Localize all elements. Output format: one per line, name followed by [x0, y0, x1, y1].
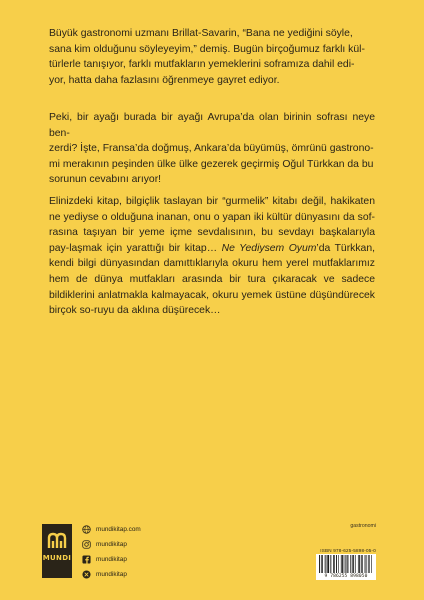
barcode-bars — [316, 554, 376, 574]
barcode-bar — [367, 555, 368, 573]
barcode-bar — [347, 555, 348, 573]
social-links — [82, 522, 202, 582]
barcode-bar — [343, 555, 344, 573]
barcode-bar — [350, 555, 351, 573]
mundi-logo-icon — [47, 532, 67, 550]
barcode-bar — [329, 555, 330, 573]
paragraph-description — [49, 194, 375, 319]
text-line: Büyük gastronomi uzmanı Brillat-Savarin, “Bana ne yediğini söyle, — [49, 28, 353, 39]
barcode-bar — [327, 555, 328, 573]
barcode-bar — [358, 555, 359, 573]
barcode-bar — [341, 555, 342, 573]
barcode-bar — [361, 555, 362, 573]
barcode-bar — [330, 555, 331, 573]
text-line: yor, hatta daha fazlasını öğrenmeye gayret ediyor. — [49, 74, 280, 86]
social-label: mundikitap — [96, 541, 127, 548]
barcode-bar — [362, 555, 363, 573]
text-line: türlerle tanışıyor, farklı mutfakların yemeklerini soframıza dahil edi- — [49, 59, 355, 71]
social-x[interactable] — [82, 567, 202, 582]
text-line: zerdi? İşte, Fransa’da doğmuş, Ankara’da büyümüş, ömrünü gastrono- — [49, 143, 374, 155]
barcode-bar — [348, 555, 349, 573]
barcode-bar — [365, 555, 366, 573]
barcode-bar — [342, 555, 343, 573]
text-line: Peki, bir ayağı burada bir ayağı Avrupa’da olan birinin sofrası neye ben- — [49, 112, 375, 139]
barcode-bar — [352, 555, 353, 573]
x-icon — [82, 570, 91, 579]
social-label: mundikitap — [96, 556, 127, 563]
globe-icon — [82, 525, 91, 534]
barcode-bar — [371, 555, 372, 573]
barcode-bar — [319, 555, 320, 573]
social-facebook[interactable] — [82, 552, 202, 567]
barcode-bar — [355, 555, 356, 573]
barcode-bar — [322, 555, 323, 573]
social-website[interactable] — [82, 522, 202, 537]
text-line: sana kim olduğunu söyleyeyim,” demiş. Bugün birçoğumuz farklı kül- — [49, 43, 365, 55]
text-line: sorunun cevabını arıyor! — [49, 174, 162, 186]
isbn-text: ISBN 978-625-5898-05-0 — [320, 548, 376, 553]
paragraph-intro — [49, 26, 375, 88]
barcode-bar — [334, 555, 335, 573]
barcode-bar — [359, 555, 360, 573]
barcode-bar — [369, 555, 370, 573]
barcode-bar — [353, 555, 354, 573]
social-instagram[interactable] — [82, 537, 202, 552]
facebook-icon — [82, 555, 91, 564]
barcode-bar — [325, 555, 326, 573]
text-segment: ’da Türkkan, kendi bilgi dünyasından damıttıklarıyla okuru hem yerel mutfaklarımız hem de dünya mutfakları arasında bir tura çıkaracak ve sadece bildiklerini anlatmakla kalmayacak, okuru yemek üstüne düşündürecek birçok so-ruyu da aklına düşürecek… — [49, 242, 375, 317]
paragraph-question — [49, 110, 375, 188]
barcode-bar — [345, 555, 346, 573]
barcode-bar — [328, 555, 329, 573]
text-line: mi merakının peşinden ülke ülke gezerek geçirmiş Oğul Türkkan da bu — [49, 158, 374, 170]
book-title-italic: Ne Yediysem Oyum — [221, 242, 317, 254]
barcode-bar — [368, 555, 369, 573]
barcode-bar — [338, 555, 339, 573]
barcode-bar — [336, 555, 337, 573]
genre-label: gastronomi — [350, 523, 376, 529]
barcode — [316, 554, 376, 580]
social-label: mundikitap — [96, 571, 127, 578]
barcode-bar — [321, 555, 322, 573]
publisher-logo — [42, 524, 72, 578]
barcode-digits: 9 786255 898050 — [324, 574, 368, 579]
back-cover-footer — [42, 518, 382, 586]
barcode-bar — [333, 555, 334, 573]
logo-wordmark: MUNDI — [42, 554, 72, 562]
social-label: mundikitap.com — [96, 526, 141, 533]
text-segment: Elinizdeki kitap, bilgiçlik taslayan bir “gurmelik” kitabı değil, hakikaten ne yediyse o olduğuna inanan, onu o yapan iki kültür dünyasını da sof-rasına taşıyan bir yeme içme sevdalısının, bu sevdayı başkalarıyla pay-laşmak için yarattığı bir kitap… — [49, 196, 375, 254]
instagram-icon — [82, 540, 91, 549]
